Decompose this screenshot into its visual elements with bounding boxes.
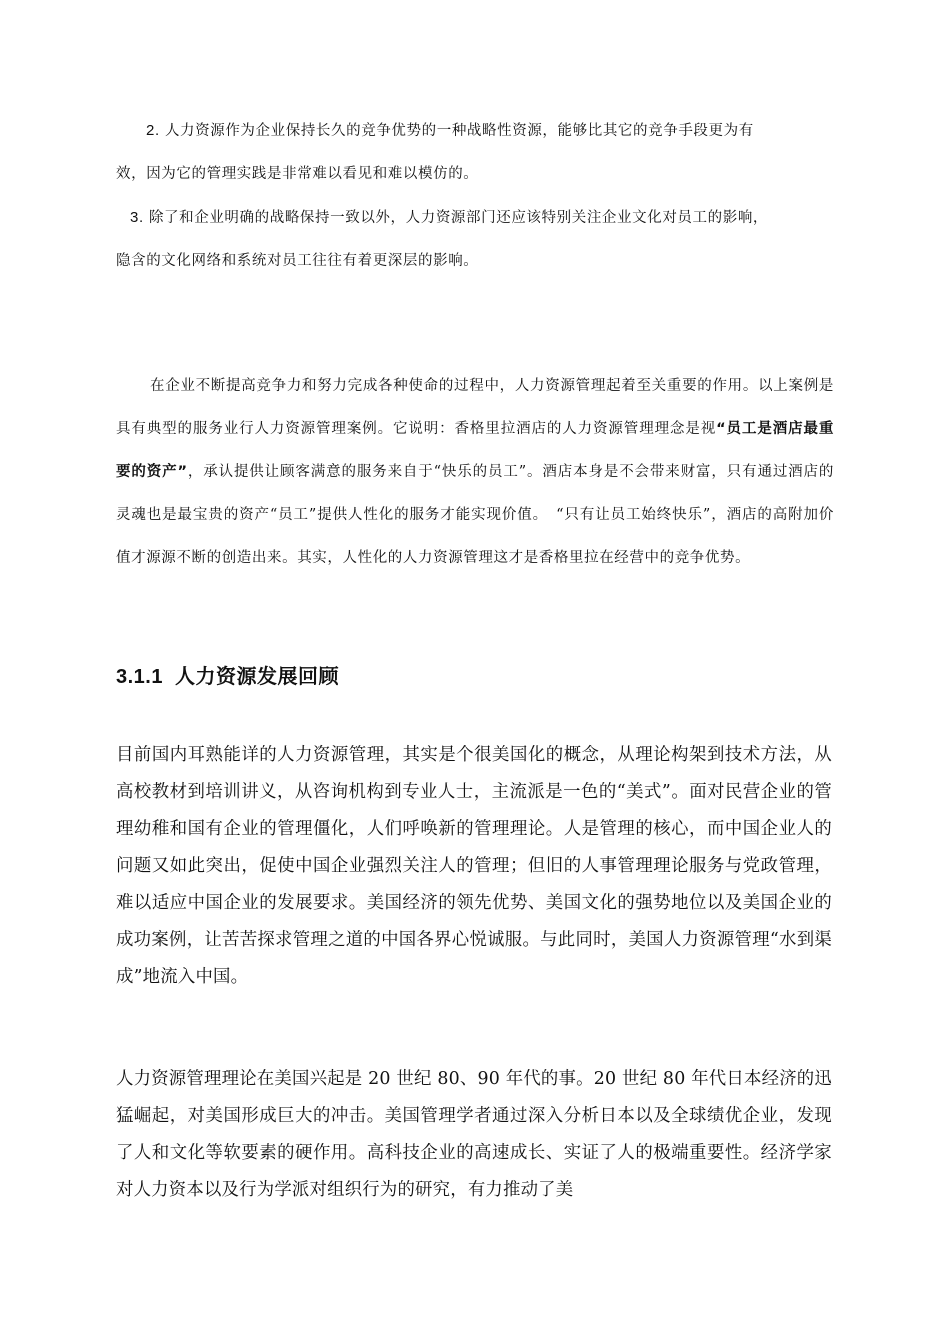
section-heading <box>116 660 339 689</box>
list-item-3-text: 除了和企业明确的战略保持一致以外，人力资源部门还应该特别关注企业文化对员工的影响， <box>148 210 769 226</box>
list-item-2 <box>116 109 834 196</box>
list-item-3 <box>116 196 834 283</box>
list-item-2-number: 2. <box>146 122 160 139</box>
case-paragraph-text-1: 在企业不断提高竞争力和努力完成各种使命的过程中，人力资源管理起着至关重要的作用。以上案例是具有典型的服务业行人力资源管理案例。它说明：香格里拉酒店的人力资源管理理念是视 <box>116 378 834 437</box>
list-item-3-line1 <box>116 196 834 240</box>
section-number: 3.1.1 <box>116 666 163 688</box>
list-item-3-number: 3. <box>130 209 144 226</box>
section-title: 人力资源发展回顾 <box>174 666 339 688</box>
body-paragraph-1: 目前国内耳熟能详的人力资源管理，其实是个很美国化的概念，从理论构架到技术方法，从高校教材到培训讲义，从咨询机构到专业人士，主流派是一色的“美式”。面对民营企业的管理幼稚和国有企业的管理僵化，人们呼唤新的管理理论。人是管理的核心，而中国企业人的问题又如此突出，促使中国企业强烈关注人的管理；但旧的人事管理理论服务与党政管理，难以适应中国企业的发展要求。美国经济的领先优势、美国文化的强势地位以及美国企业的成功案例，让苦苦探求管理之道的中国各界心悦诚服。与此同时，美国人力资源管理“水到渠成”地流入中国。 <box>116 745 832 987</box>
list-item-3-line2: 隐含的文化网络和系统对员工往往有着更深层的影响。 <box>116 253 479 269</box>
list-item-2-text: 人力资源作为企业保持长久的竞争优势的一种战略性资源，能够比其它的竞争手段更为有 <box>164 123 754 139</box>
case-analysis-paragraph <box>116 365 834 580</box>
case-paragraph-bold-quote: “员工是酒店最重要的资产” <box>116 421 834 480</box>
list-item-2-line2: 效，因为它的管理实践是非常难以看见和难以模仿的。 <box>116 166 479 182</box>
case-paragraph-text-2: ，承认提供让顾客满意的服务来自于“快乐的员工”。酒店本身是不会带来财富，只有通过酒店的灵魂也是最宝贵的资产“员工”提供人性化的服务才能实现价值。 “只有让员工始终快乐”，酒店的高附加价值才源源不断的创造出来。其实，人性化的人力资源管理这才是香格里拉在经营中的竞争优势。 <box>116 464 835 566</box>
list-item-2-line1 <box>116 109 834 153</box>
body-paragraph-2: 人力资源管理理论在美国兴起是 20 世纪 80、90 年代的事。20 世纪 80 年代日本经济的迅猛崛起，对美国形成巨大的冲击。美国管理学者通过深入分析日本以及全球绩优企业，发现了人和文化等软要素的硬作用。高科技企业的高速成长、实证了人的极端重要性。经济学家对人力资本以及行为学派对组织行为的研究，有力推动了美 <box>116 1069 832 1200</box>
